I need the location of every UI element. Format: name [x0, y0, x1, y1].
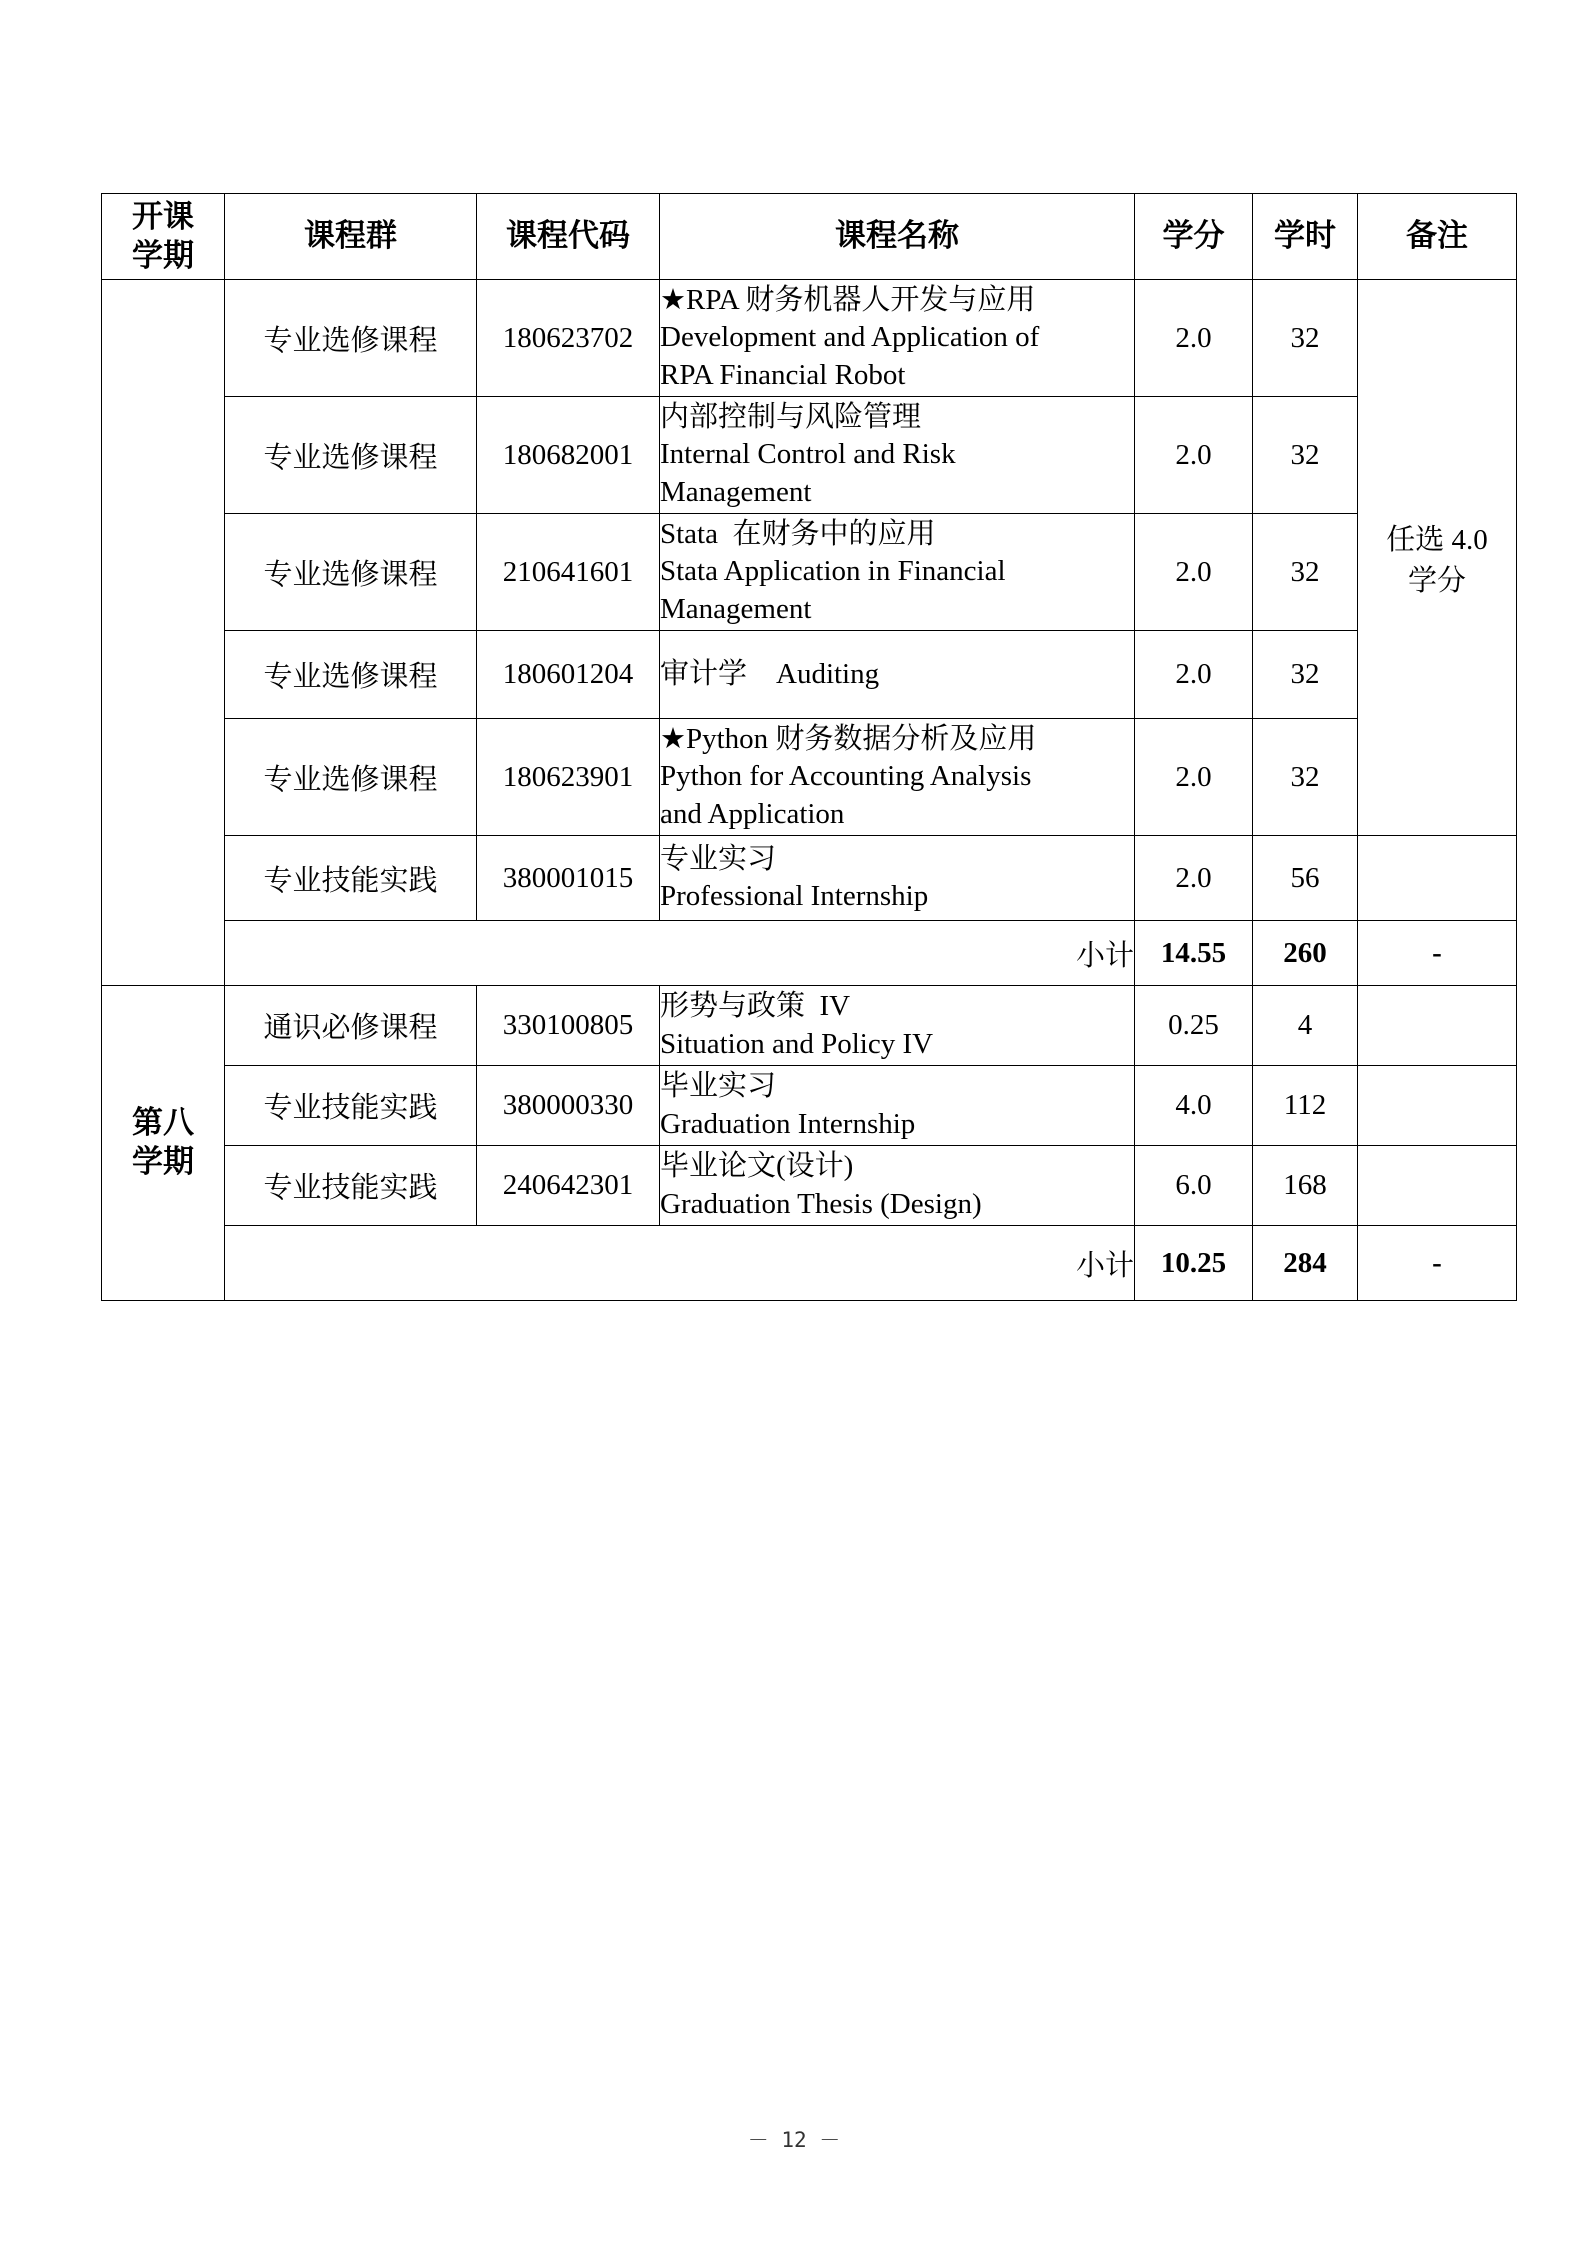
- credit-cell: 2.0: [1135, 631, 1253, 719]
- table-row: [102, 719, 1517, 836]
- group-cell: 专业技能实践: [225, 1066, 477, 1146]
- subtotal-credit: 14.55: [1135, 921, 1253, 986]
- elective-remark-cell: 任选 4.0 学分: [1358, 280, 1517, 836]
- code-cell: 180623702: [477, 280, 660, 397]
- hours-cell: 32: [1253, 280, 1358, 397]
- table-row: [102, 1146, 1517, 1226]
- table-row: [102, 280, 1517, 397]
- table-row: [102, 631, 1517, 719]
- group-cell: 专业技能实践: [225, 836, 477, 921]
- course-name-cell: 毕业实习 Graduation Internship: [660, 1066, 1135, 1146]
- header-credit: 学分: [1135, 194, 1253, 280]
- course-name-cell: 审计学 Auditing: [660, 631, 1135, 719]
- course-name-cell: ★Python 财务数据分析及应用 Python for Accounting Analysis and Application: [660, 719, 1135, 836]
- remark-cell: [1358, 1146, 1517, 1226]
- hours-cell: 56: [1253, 836, 1358, 921]
- group-cell: 通识必修课程: [225, 986, 477, 1066]
- header-code: 课程代码: [477, 194, 660, 280]
- subtotal-label: 小计: [225, 921, 1135, 986]
- table-row: [102, 514, 1517, 631]
- course-table: [101, 193, 1517, 1301]
- remark-cell: [1358, 1066, 1517, 1146]
- header-semester: 开课 学期: [102, 194, 225, 280]
- code-cell: 330100805: [477, 986, 660, 1066]
- remark-cell: [1358, 986, 1517, 1066]
- course-name-cell: 内部控制与风险管理 Internal Control and Risk Management: [660, 397, 1135, 514]
- code-cell: 210641601: [477, 514, 660, 631]
- header-hours: 学时: [1253, 194, 1358, 280]
- code-cell: 180682001: [477, 397, 660, 514]
- subtotal-credit: 10.25: [1135, 1226, 1253, 1301]
- header-group: 课程群: [225, 194, 477, 280]
- header-remark: 备注: [1358, 194, 1517, 280]
- course-name-cell: 专业实习 Professional Internship: [660, 836, 1135, 921]
- subtotal-remark: -: [1358, 1226, 1517, 1301]
- semester-cell-block1: [102, 280, 225, 986]
- hours-cell: 168: [1253, 1146, 1358, 1226]
- subtotal-hours: 260: [1253, 921, 1358, 986]
- group-cell: 专业选修课程: [225, 514, 477, 631]
- table-row: [102, 397, 1517, 514]
- credit-cell: 4.0: [1135, 1066, 1253, 1146]
- credit-cell: 6.0: [1135, 1146, 1253, 1226]
- credit-cell: 2.0: [1135, 836, 1253, 921]
- code-cell: 240642301: [477, 1146, 660, 1226]
- hours-cell: 32: [1253, 514, 1358, 631]
- page-number: － 12 －: [747, 2128, 841, 2152]
- header-row: [102, 194, 1517, 280]
- hours-cell: 32: [1253, 719, 1358, 836]
- semester-cell-block2: 第八 学期: [102, 986, 225, 1301]
- code-cell: 380000330: [477, 1066, 660, 1146]
- group-cell: 专业选修课程: [225, 397, 477, 514]
- group-cell: 专业选修课程: [225, 631, 477, 719]
- subtotal-row: [102, 921, 1517, 986]
- table-row: [102, 986, 1517, 1066]
- credit-cell: 2.0: [1135, 397, 1253, 514]
- subtotal-row: [102, 1226, 1517, 1301]
- code-cell: 380001015: [477, 836, 660, 921]
- course-name-cell: Stata 在财务中的应用 Stata Application in Financial Management: [660, 514, 1135, 631]
- group-cell: 专业选修课程: [225, 280, 477, 397]
- credit-cell: 2.0: [1135, 514, 1253, 631]
- table-row: [102, 836, 1517, 921]
- hours-cell: 4: [1253, 986, 1358, 1066]
- subtotal-hours: 284: [1253, 1226, 1358, 1301]
- course-name-cell: 毕业论文(设计) Graduation Thesis (Design): [660, 1146, 1135, 1226]
- table-row: [102, 1066, 1517, 1146]
- code-cell: 180623901: [477, 719, 660, 836]
- hours-cell: 32: [1253, 631, 1358, 719]
- hours-cell: 112: [1253, 1066, 1358, 1146]
- subtotal-label: 小计: [225, 1226, 1135, 1301]
- hours-cell: 32: [1253, 397, 1358, 514]
- credit-cell: 2.0: [1135, 719, 1253, 836]
- credit-cell: 2.0: [1135, 280, 1253, 397]
- group-cell: 专业技能实践: [225, 1146, 477, 1226]
- header-name: 课程名称: [660, 194, 1135, 280]
- code-cell: 180601204: [477, 631, 660, 719]
- subtotal-remark: -: [1358, 921, 1517, 986]
- course-name-cell: 形势与政策 IV Situation and Policy IV: [660, 986, 1135, 1066]
- group-cell: 专业选修课程: [225, 719, 477, 836]
- credit-cell: 0.25: [1135, 986, 1253, 1066]
- course-name-cell: ★RPA 财务机器人开发与应用 Development and Application of RPA Financial Robot: [660, 280, 1135, 397]
- remark-cell: [1358, 836, 1517, 921]
